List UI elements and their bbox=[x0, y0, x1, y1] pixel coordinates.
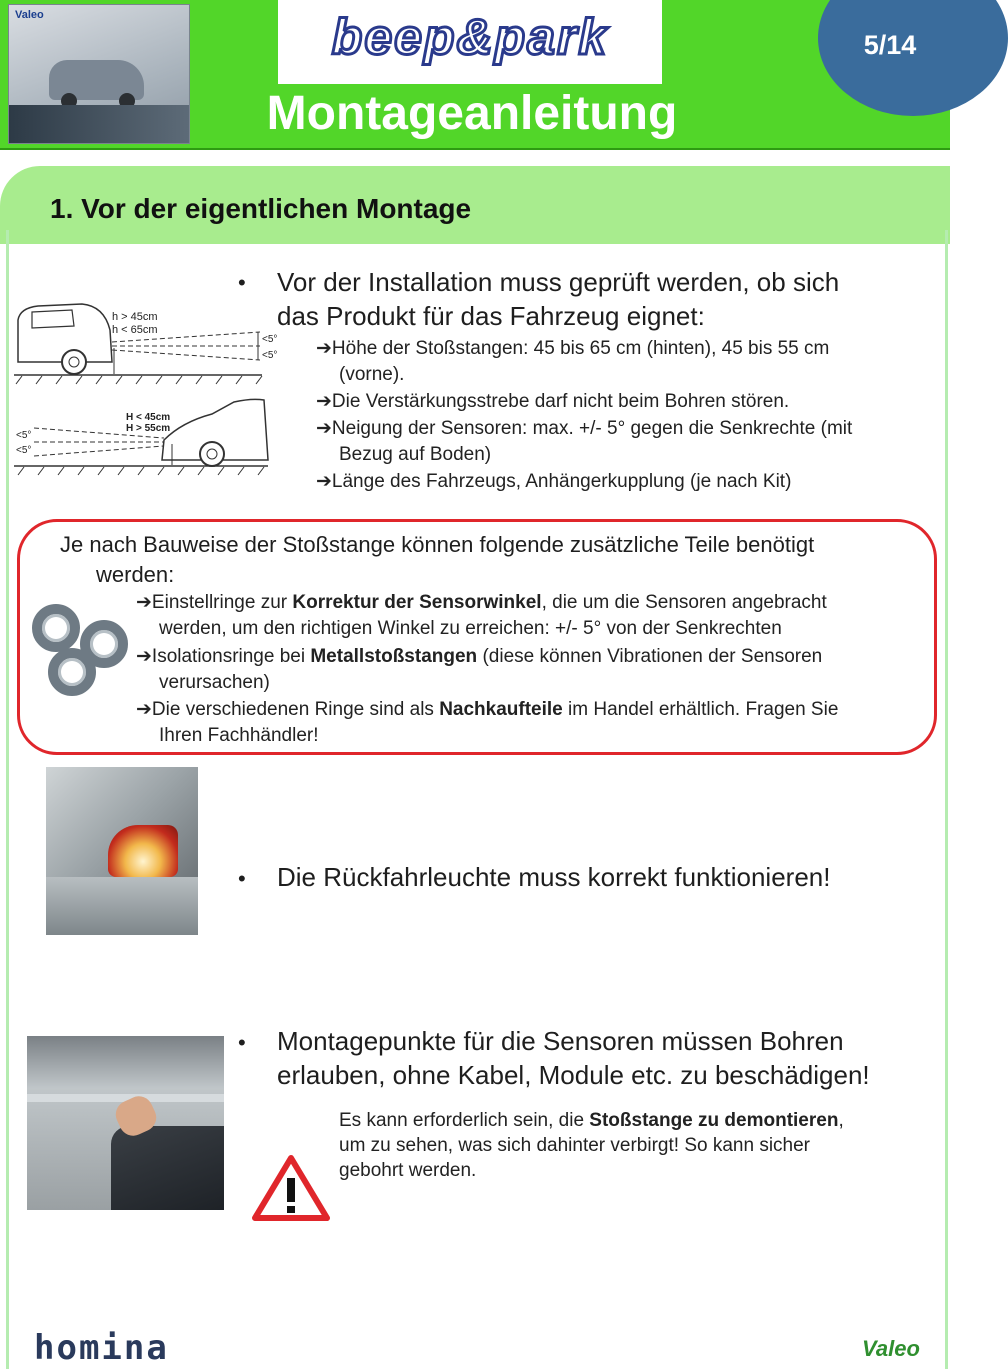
bumper-height-diagram bbox=[12, 290, 278, 485]
check-item: ➔Höhe der Stoßstangen: 45 bis 65 cm (hinten), 45 bis 55 cm bbox=[316, 338, 830, 359]
mounting-note-line2: um zu sehen, was sich dahinter verbirgt! So kann sicher bbox=[339, 1135, 811, 1156]
rear-height-max: h < 65cm bbox=[112, 324, 158, 336]
front-angle-top: <5° bbox=[16, 430, 32, 441]
adjustment-rings-image bbox=[28, 600, 136, 700]
mounting-note-line1: Es kann erforderlich sein, die Stoßstange zu demontieren, bbox=[339, 1110, 844, 1131]
right-arrow-icon: ➔ bbox=[136, 646, 152, 667]
parts-item: ➔Einstellringe zur Korrektur der Sensorwinkel, die um die Sensoren angebracht bbox=[136, 592, 827, 613]
check-intro-line2: das Produkt für das Fahrzeug eignet: bbox=[277, 301, 705, 331]
footer-valeo-logo: Valeo bbox=[862, 1336, 920, 1361]
check-item-cont: Bezug auf Boden) bbox=[339, 444, 492, 465]
bullet-dot: • bbox=[238, 270, 246, 295]
mounting-line2: erlauben, ohne Kabel, Module etc. zu beschädigen! bbox=[277, 1060, 870, 1090]
rear-height-min: h > 45cm bbox=[112, 311, 158, 323]
mounting-line1: Montagepunkte für die Sensoren müssen Bohren bbox=[277, 1026, 844, 1056]
check-intro-line1: Vor der Installation muss geprüft werden, ob sich bbox=[277, 267, 840, 297]
bullet-dot: • bbox=[238, 1030, 246, 1055]
rear-angle-bottom: <5° bbox=[262, 350, 278, 361]
product-box-brand: Valeo bbox=[15, 9, 44, 21]
parts-item: ➔Isolationsringe bei Metallstoßstangen (diese können Vibrationen der Sensoren bbox=[136, 646, 823, 667]
rear-angle-top: <5° bbox=[262, 334, 278, 345]
parts-item-cont: Ihren Fachhändler! bbox=[159, 725, 319, 746]
parts-box-heading-line2: werden: bbox=[96, 562, 175, 587]
warning-triangle-icon bbox=[252, 1154, 330, 1222]
parts-box-heading-line1: Je nach Bauweise der Stoßstange können folgende zusätzliche Teile benötigt bbox=[60, 532, 815, 557]
page-title: Montageanleitung bbox=[266, 87, 678, 140]
front-height-max: H > 55cm bbox=[126, 423, 171, 434]
front-angle-bottom: <5° bbox=[16, 445, 32, 456]
right-arrow-icon: ➔ bbox=[136, 699, 152, 720]
check-item-cont: (vorne). bbox=[339, 364, 405, 385]
parts-item: ➔Die verschiedenen Ringe sind als Nachkaufteile im Handel erhältlich. Fragen Sie bbox=[136, 699, 839, 720]
footer-homina-logo: homina bbox=[34, 1328, 169, 1368]
bullet-dot: • bbox=[238, 866, 246, 891]
section-title: 1. Vor der eigentlichen Montage bbox=[50, 193, 472, 224]
product-logo: beep&park bbox=[331, 9, 609, 65]
check-item: ➔Länge des Fahrzeugs, Anhängerkupplung (je nach Kit) bbox=[316, 471, 792, 492]
left-border-line bbox=[6, 230, 9, 1369]
right-arrow-icon: ➔ bbox=[316, 418, 332, 439]
parts-item-cont: verursachen) bbox=[159, 672, 270, 693]
check-item: ➔Die Verstärkungsstrebe darf nicht beim Bohren stören. bbox=[316, 391, 790, 412]
right-arrow-icon: ➔ bbox=[136, 592, 152, 613]
front-height-min: H < 45cm bbox=[126, 412, 171, 423]
taillight-photo bbox=[46, 767, 198, 935]
right-arrow-icon: ➔ bbox=[316, 338, 332, 359]
parts-item-cont: werden, um den richtigen Winkel zu erreichen: +/- 5° von der Senkrechten bbox=[159, 618, 782, 639]
mounting-note-line3: gebohrt werden. bbox=[339, 1160, 477, 1181]
check-item: ➔Neigung der Sensoren: max. +/- 5° gegen die Senkrechte (mit bbox=[316, 418, 853, 439]
right-arrow-icon: ➔ bbox=[316, 471, 332, 492]
right-border-line bbox=[945, 230, 948, 1369]
page-number: 5/14 bbox=[863, 30, 917, 60]
taillight-text: Die Rückfahrleuchte muss korrekt funktionieren! bbox=[277, 862, 831, 892]
right-arrow-icon: ➔ bbox=[316, 391, 332, 412]
bumper-drilling-photo bbox=[27, 1036, 224, 1210]
